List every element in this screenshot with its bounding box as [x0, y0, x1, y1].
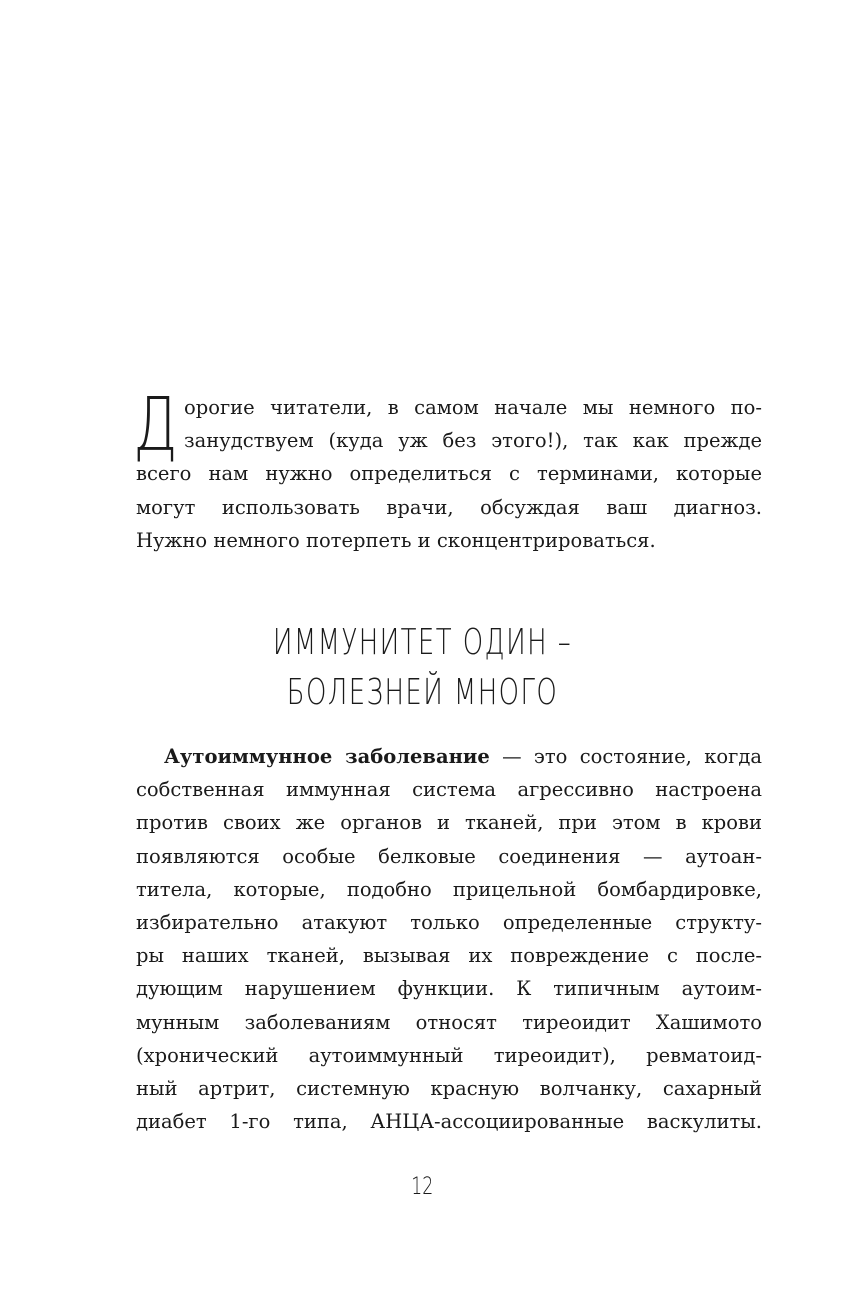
body-line: диабет 1-го типа, АНЦА-ассоциированные васкулиты. — [136, 1110, 762, 1134]
body-line: ный артрит, системную красную волчанку, сахарный — [136, 1076, 762, 1100]
intro-line: Нужно немного потерпеть и сконцентрироваться. — [136, 528, 656, 552]
page-number-text: 12 — [411, 1172, 434, 1200]
body-line: ры наших тканей, вызывая их повреждение с после- — [136, 944, 762, 968]
section-heading-line-2: БОЛЕЗНЕЙ МНОГО — [286, 672, 559, 713]
body-line: титела, которые, подобно прицельной бомбардировке, — [136, 877, 762, 901]
intro-line: могут использовать врачи, обсуждая ваш диагноз. — [136, 495, 762, 519]
section-heading — [0, 618, 845, 718]
body-paragraph — [136, 740, 762, 1138]
body-line: избирательно атакуют только определенные структу- — [136, 910, 762, 934]
body-line: (хронический аутоиммунный тиреоидит), ревматоид- — [136, 1043, 762, 1067]
body-line: появляются особые белковые соединения — аутоан- — [136, 844, 762, 868]
defined-term: Аутоиммунное заболевание — [164, 745, 490, 768]
intro-line: всего нам нужно определиться с терминами, которые — [136, 462, 762, 486]
drop-cap: Д — [133, 382, 177, 468]
body-first-line-rest: — это состояние, когда — [489, 745, 762, 768]
body-line: против своих же органов и тканей, при этом в крови — [136, 811, 762, 835]
intro-line: орогие читатели, в самом начале мы немного по- — [184, 396, 762, 419]
body-first-line — [136, 740, 762, 773]
intro-line: занудствуем (куда уж без этого!), так как прежде — [184, 429, 762, 453]
intro-paragraph — [136, 391, 762, 557]
body-line: мунным заболеваниям относят тиреоидит Хашимото — [136, 1010, 762, 1034]
body-line: дующим нарушением функции. К типичным аутоим- — [136, 977, 762, 1001]
body-line: собственная иммунная система агрессивно настроена — [136, 778, 762, 802]
section-heading-line-1: ИММУНИТЕТ ОДИН – — [272, 622, 573, 663]
page-number — [0, 1172, 845, 1200]
